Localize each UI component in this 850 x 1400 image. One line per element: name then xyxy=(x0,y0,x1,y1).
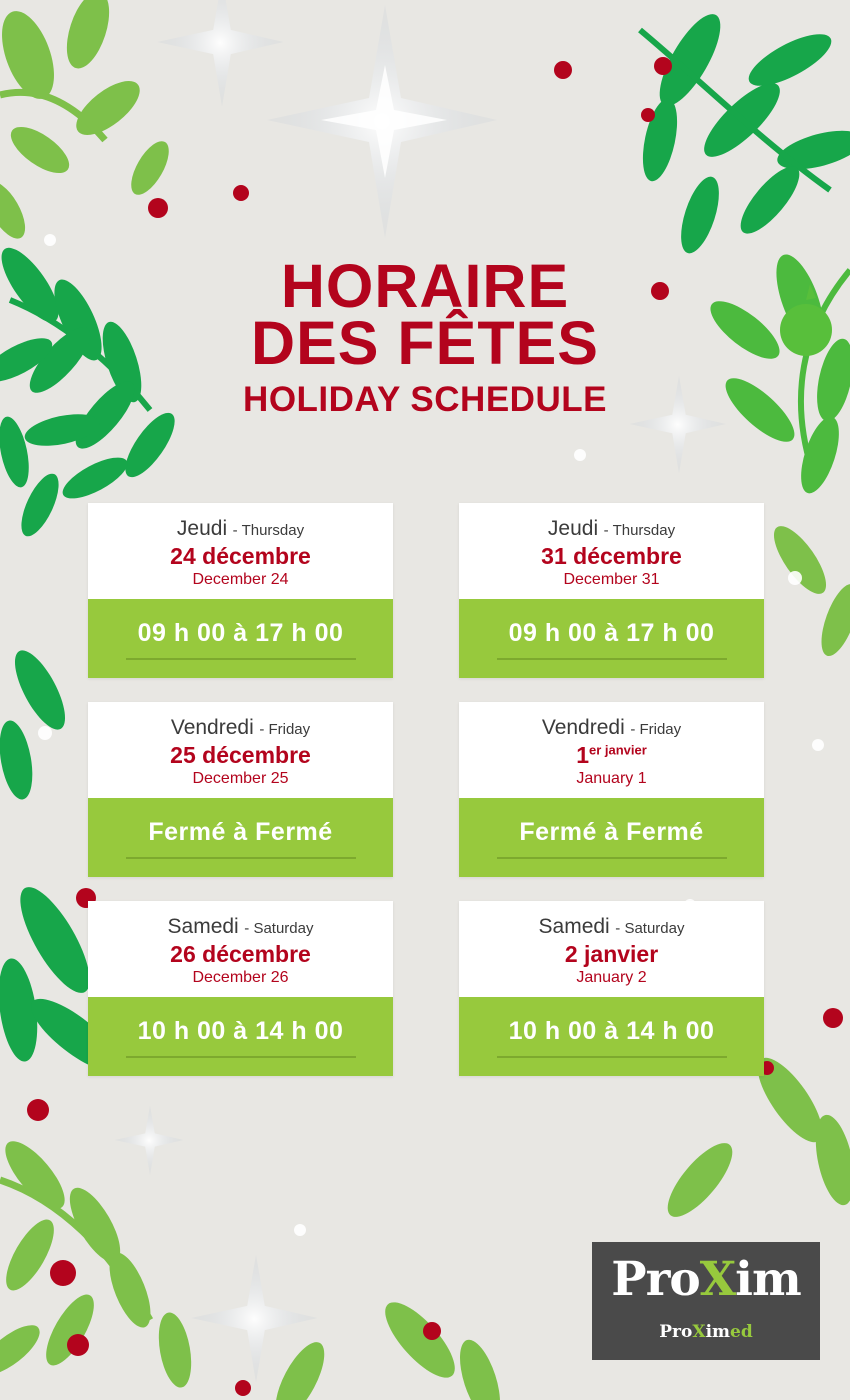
date-en: December 25 xyxy=(192,770,289,787)
date-fr-text: 26 décembre xyxy=(170,941,311,967)
day-name-fr: Vendredi xyxy=(541,716,625,739)
title-line-1: HORAIRE xyxy=(280,252,570,320)
day-name-en: - Thursday xyxy=(232,522,305,539)
hours-text: 10 h 00 à 14 h 00 xyxy=(126,1017,356,1058)
schedule-card xyxy=(88,702,393,877)
schedule-card xyxy=(459,901,764,1076)
date-fr-text: 24 décembre xyxy=(170,543,311,569)
day-name-fr: Vendredi xyxy=(170,716,254,739)
date-fr xyxy=(469,543,754,570)
date-fr xyxy=(98,742,383,769)
date-fr-text: 31 décembre xyxy=(541,543,682,569)
date-fr xyxy=(98,543,383,570)
day-name-fr: Jeudi xyxy=(547,517,599,540)
hours-text: 09 h 00 à 17 h 00 xyxy=(497,619,727,660)
foliage-mid-right xyxy=(765,519,850,661)
logo-tagline-mid: im xyxy=(705,1322,731,1342)
card-header xyxy=(459,503,764,599)
date-fr-text: 25 décembre xyxy=(170,742,311,768)
day-line xyxy=(469,716,754,740)
date-en: December 31 xyxy=(563,571,660,588)
logo-tagline-x: X xyxy=(692,1322,706,1342)
card-hours-band xyxy=(459,599,764,678)
foliage-top-right xyxy=(637,6,850,258)
date-fr-text: 1 xyxy=(576,742,589,768)
day-name-en: - Saturday xyxy=(244,920,314,937)
schedule-card xyxy=(459,702,764,877)
card-row xyxy=(88,702,764,877)
date-en: December 26 xyxy=(192,969,289,986)
date-fr xyxy=(469,742,754,769)
schedule-card xyxy=(88,503,393,678)
card-header xyxy=(88,702,393,798)
day-line xyxy=(469,517,754,541)
card-hours-band xyxy=(88,798,393,877)
day-name-fr: Samedi xyxy=(167,915,239,938)
date-en: January 1 xyxy=(576,770,647,787)
card-row xyxy=(88,901,764,1076)
card-header xyxy=(88,901,393,997)
hours-text: 09 h 00 à 17 h 00 xyxy=(126,619,356,660)
logo-tagline-pre: Pro xyxy=(659,1322,693,1342)
schedule-card-grid xyxy=(88,503,764,1100)
date-en: December 24 xyxy=(192,571,289,588)
foliage-bottom-left xyxy=(0,1133,196,1390)
title-line-2: DES FÊTES xyxy=(251,309,599,377)
day-name-fr: Samedi xyxy=(538,915,610,938)
logo-prefix: Pro xyxy=(611,1252,700,1307)
card-header xyxy=(459,901,764,997)
title-subtitle: HOLIDAY SCHEDULE xyxy=(243,380,607,419)
logo-x-glyph: X xyxy=(699,1252,736,1307)
logo-wordmark xyxy=(592,1252,820,1307)
day-name-en: - Thursday xyxy=(603,522,676,539)
date-fr-sup: er janvier xyxy=(588,742,647,758)
card-hours-band xyxy=(88,599,393,678)
page-title xyxy=(0,252,850,420)
day-name-en: - Saturday xyxy=(615,920,685,937)
card-header xyxy=(88,503,393,599)
card-header xyxy=(459,702,764,798)
day-line xyxy=(469,915,754,939)
day-name-en: - Friday xyxy=(630,721,682,738)
schedule-card xyxy=(88,901,393,1076)
day-line xyxy=(98,915,383,939)
hours-text: Fermé à Fermé xyxy=(126,818,356,859)
card-row xyxy=(88,503,764,678)
day-line xyxy=(98,716,383,740)
logo-tagline xyxy=(592,1322,820,1342)
date-fr xyxy=(469,941,754,968)
logo-tagline-end: ed xyxy=(730,1322,753,1342)
card-hours-band xyxy=(459,798,764,877)
hours-text: Fermé à Fermé xyxy=(497,818,727,859)
hours-text: 10 h 00 à 14 h 00 xyxy=(497,1017,727,1058)
day-line xyxy=(98,517,383,541)
date-fr-text: 2 janvier xyxy=(564,941,659,967)
day-name-fr: Jeudi xyxy=(176,517,228,540)
schedule-card xyxy=(459,503,764,678)
day-name-en: - Friday xyxy=(259,721,311,738)
logo-suffix: im xyxy=(735,1252,801,1307)
date-en: January 2 xyxy=(576,969,647,986)
card-hours-band xyxy=(88,997,393,1076)
proxim-logo xyxy=(592,1242,820,1360)
date-fr xyxy=(98,941,383,968)
card-hours-band xyxy=(459,997,764,1076)
